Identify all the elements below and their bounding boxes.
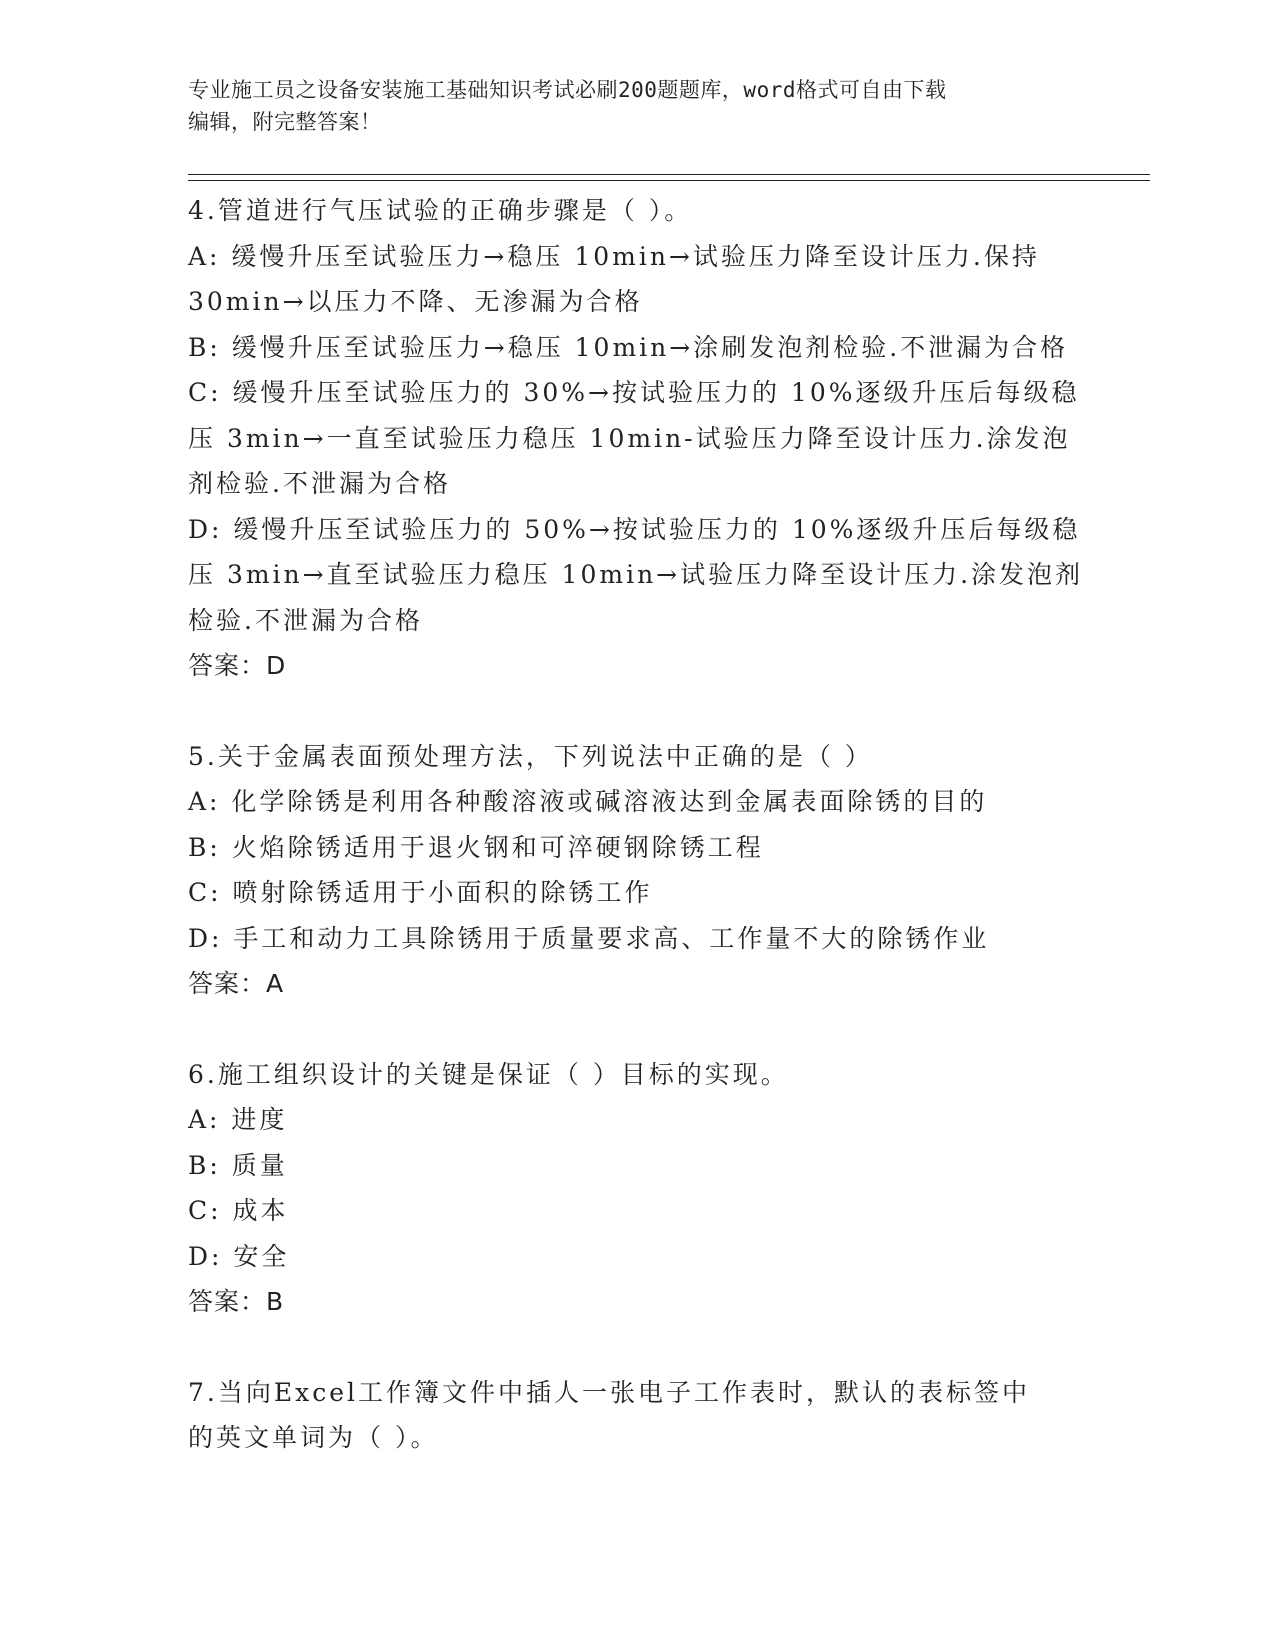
question-stem-cont: 的英文单词为（ ）。 — [188, 1423, 439, 1452]
answer: 答案：B — [188, 1287, 285, 1316]
document-header — [188, 74, 1068, 138]
option-c: C: 喷射除锈适用于小面积的除锈工作 — [188, 878, 653, 907]
option-c-cont: 剂检验.不泄漏为合格 — [188, 469, 451, 498]
option-a: A: 化学除锈是利用各种酸溶液或碱溶液达到金属表面除锈的目的 — [188, 787, 988, 816]
option-a-cont: 30min→以压力不降、无渗漏为合格 — [188, 287, 643, 316]
header-line-2: 编辑，附完整答案！ — [188, 110, 382, 134]
option-d-cont: 检验.不泄漏为合格 — [188, 605, 423, 635]
option-a: A: 进度 — [188, 1105, 288, 1134]
option-c: C: 缓慢升压至试验压力的 30%→按试验压力的 10%逐级升压后每级稳 — [188, 378, 1080, 407]
option-a: A: 缓慢升压至试验压力→稳压 10min→试验压力降至设计压力.保持 — [188, 241, 1040, 271]
option-c-cont: 压 3min→一直至试验压力稳压 10min-试验压力降至设计压力.涂发泡 — [188, 423, 1071, 453]
question-stem: 5.关于金属表面预处理方法，下列说法中正确的是（ ） — [188, 741, 873, 771]
header-divider-top — [188, 174, 1150, 175]
question-6 — [188, 1052, 1088, 1325]
answer: 答案：A — [188, 969, 285, 998]
answer: 答案：D — [188, 651, 287, 680]
question-5 — [188, 734, 1088, 1007]
question-7 — [188, 1370, 1088, 1461]
question-stem: 4.管道进行气压试验的正确步骤是（ ）。 — [188, 196, 693, 225]
option-b: B: 缓慢升压至试验压力→稳压 10min→涂刷发泡剂检验.不泄漏为合格 — [188, 332, 1069, 362]
header-divider-bottom — [188, 180, 1150, 181]
option-b: B: 火焰除锈适用于退火钢和可淬硬钢除锈工程 — [188, 832, 764, 862]
question-stem: 7.当向Excel工作簿文件中插人一张电子工作表时，默认的表标签中 — [188, 1377, 1030, 1407]
option-d: D: 手工和动力工具除锈用于质量要求高、工作量不大的除锈作业 — [188, 923, 990, 953]
option-c: C: 成本 — [188, 1196, 289, 1225]
option-d: D: 缓慢升压至试验压力的 50%→按试验压力的 10%逐级升压后每级稳 — [188, 514, 1081, 544]
option-b: B: 质量 — [188, 1150, 288, 1180]
option-d: D: 安全 — [188, 1241, 290, 1271]
question-4 — [188, 188, 1088, 689]
question-list — [188, 188, 1088, 1506]
question-stem: 6.施工组织设计的关键是保证（ ）目标的实现。 — [188, 1059, 789, 1089]
option-d-cont: 压 3min→直至试验压力稳压 10min→试验压力降至设计压力.涂发泡剂 — [188, 560, 1084, 589]
header-line-1: 专业施工员之设备安装施工基础知识考试必刷200题题库，word格式可自由下载 — [188, 78, 947, 102]
